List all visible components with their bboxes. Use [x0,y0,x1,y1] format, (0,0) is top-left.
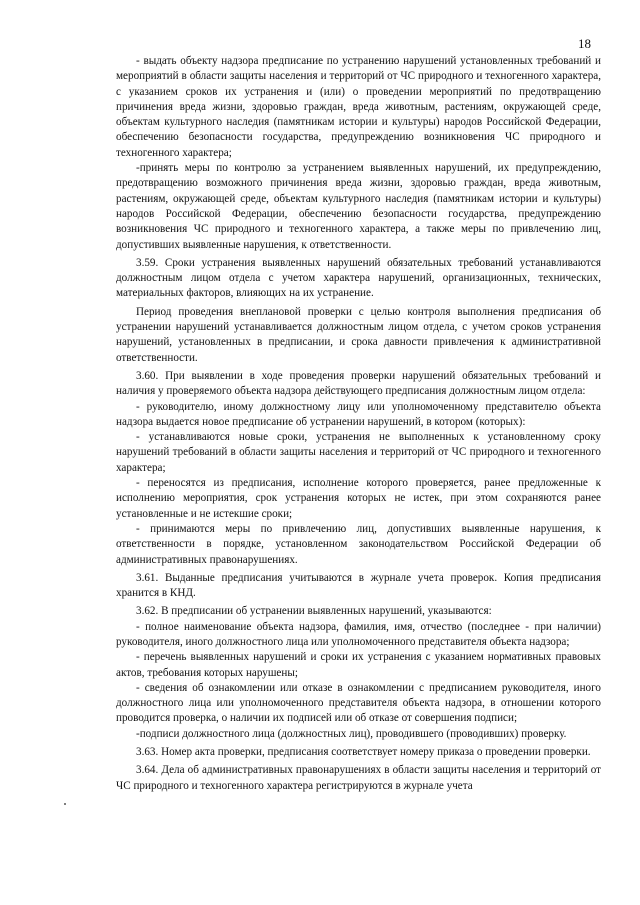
paragraph: -подписи должностного лица (должностных лиц), проводившего (проводивших) проверку. [136,727,567,740]
scan-speck [64,803,66,805]
paragraph: - перечень выявленных нарушений и сроки их устранения с указанием нормативных правовых актов, требования которых нарушены; [116,651,601,679]
paragraph: - переносятся из предписания, исполнение которого проверяется, ранее предложенные к исполнению мероприятия, срок устранения которых не истек, при этом сохраняются ранее установленные и не истекшие сроки; [116,477,601,520]
paragraph: - руководителю, иному должностному лицу или уполномоченному представителю объекта надзора выдается новое предписание об устранении нарушений, в котором (которых): [116,400,601,428]
paragraph: 3.59. Сроки устранения выявленных нарушений обязательных требований устанавливаются должностным лицом отдела с учетом характера нарушений, организационных, технических, материальных факторов, влияющих на их устранение. [116,256,601,300]
paragraph: 3.64. Дела об административных правонарушениях в области защиты населения и территорий от ЧС природного и техногенного характера регистрируются в журнале учета [116,764,601,792]
paragraph: - полное наименование объекта надзора, фамилия, имя, отчество (последнее - при наличии) руководителя, иного должностного лица или уполномоченного представителя объекта надзора; [116,620,601,648]
paragraph: 3.60. При выявлении в ходе проведения проверки нарушений обязательных требований и наличия у проверяемого объекта надзора действующего предписания должностным лицом отдела: [116,369,601,398]
paragraph: - устанавливаются новые сроки, устранения не выполненных к установленному сроку нарушений требований в области защиты населения и территорий от ЧС природного и техногенного характера; [116,431,601,474]
paragraph: 3.63. Номер акта проверки, предписания соответствует номеру приказа о проведении проверки. [136,746,591,759]
paragraph: - принимаются меры по привлечению лиц, допустивших выявленные нарушения, к ответственности в порядке, установленном законодательством Российской Федерации об административных правонарушениях. [116,522,601,566]
paragraph: -принять меры по контролю за устранением выявленных нарушений, их предупреждению, предотвращению возможного причинения вреда жизни, здоровью граждан, вреда животным, растениям, окружающей среде, объектам культурного наследия (памятникам истории и культуры) народов Российской Федерации, обеспечению безопасности государства, предупреждению возникновения ЧС природного и техногенного характера, а также меры по привлечению лиц, допустивших выявленные нарушения, к ответственности. [116,162,601,251]
paragraph: 3.62. В предписании об устранении выявленных нарушений, указываются: [136,605,492,618]
paragraph: - сведения об ознакомлении или отказе в ознакомлении с предписанием руководителя, иного должностного лица или уполномоченного представителя объекта надзора, в отношении которого проводится проверка, о наличии их подписей или об отказе от совершения подписи; [116,681,601,725]
paragraph: Период проведения внеплановой проверки с целью контроля выполнения предписания об устранении нарушений устанавливается должностным лицом отдела, с учетом сроков устранения нарушений, установленных в предписании, и срока давности привлечения к административной ответственности. [116,305,601,364]
paragraph: 3.61. Выданные предписания учитываются в журнале учета проверок. Копия предписания хранится в КНД. [116,571,601,600]
document-body [116,54,601,794]
paragraph: - выдать объекту надзора предписание по устранению нарушений установленных требований и мероприятий в области защиты населения и территорий от ЧС природного и техногенного характера, с указанием сроков их устранения и (или) о проведении мероприятий по предотвращению причинения вреда жизни, здоровью граждан, вреда животным, растениям, окружающей среде, объектам культурного наследия (памятникам истории и культуры) народов Российской Федерации, обеспечению безопасности государства, предупреждению возникновения ЧС природного и техногенного характера; [116,55,601,159]
page-number: 18 [578,36,591,51]
